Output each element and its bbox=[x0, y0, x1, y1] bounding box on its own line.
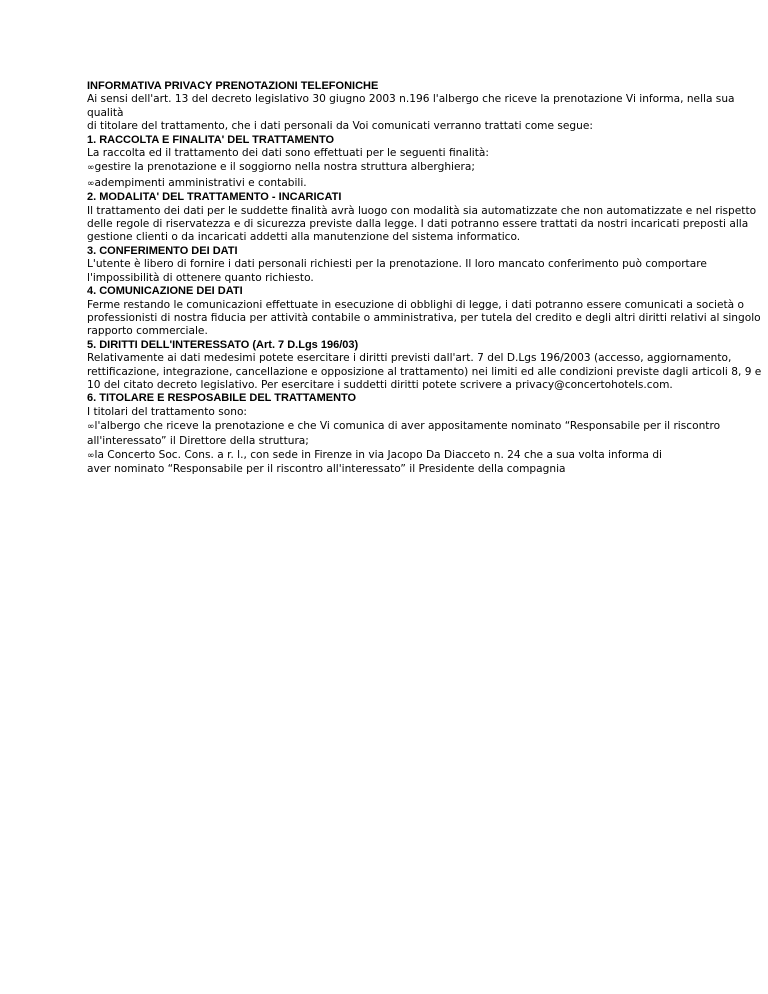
section-5-line-2: rettificazione, integrazione, cancellazione e opposizione al trattamento) nei limiti ed alle condizioni previste dagli articoli 8, 9 e bbox=[87, 365, 762, 378]
section-2-line-3: gestione clienti o da incaricati addetti alla manutenzione del sistema informatico. bbox=[87, 231, 521, 244]
section-4-line-2: professionisti di nostra fiducia per attività contabile o amministrativa, per tutela del credito e degli altri diritti relativi al singolo bbox=[87, 311, 761, 324]
section-2-line-1: Il trattamento dei dati per le suddette finalità avrà luogo con modalità sia automatizzate che non automatizzate e nel rispetto bbox=[87, 204, 757, 217]
infinity-bullet-icon: ∞ bbox=[87, 163, 95, 174]
section-1-bullet-1 bbox=[87, 161, 687, 175]
section-1-bullet-2-text: adempimenti amministrativi e contabili. bbox=[94, 176, 307, 189]
section-5-line-1: Relativamente ai dati medesimi potete esercitare i diritti previsti dall'art. 7 del D.Lgs 196/2003 (accesso, aggiornamento, bbox=[87, 352, 732, 365]
infinity-bullet-icon: ∞ bbox=[87, 450, 95, 461]
section-3-heading: 3. CONFERIMENTO DEI DATI bbox=[87, 244, 238, 257]
privacy-notice-document bbox=[87, 80, 762, 477]
section-1-text: La raccolta ed il trattamento dei dati sono effettuati per le seguenti finalità: bbox=[87, 147, 489, 160]
section-4-line-1: Ferme restando le comunicazioni effettuate in esecuzione di obblighi di legge, i dati potranno essere comunicati a società o bbox=[87, 298, 745, 311]
section-2-line-2: delle regole di riservatezza e di sicurezza previste dalla legge. I dati potranno essere trattati da nostri incaricati preposti alla bbox=[87, 218, 749, 231]
section-5-heading: 5. DIRITTI DELL'INTERESSATO (Art. 7 D.Lgs 196/03) bbox=[87, 338, 359, 351]
section-6-heading: 6. TITOLARE E RESPOSABILE DEL TRATTAMENTO bbox=[87, 392, 357, 405]
section-6-bullet-2-continuation: aver nominato “Responsabile per il riscontro all'interessato” il Presidente della compagnia bbox=[87, 463, 566, 476]
intro-line-3: di titolare del trattamento, che i dati personali da Voi comunicati verranno trattati come segue: bbox=[87, 120, 593, 133]
document-title: INFORMATIVA PRIVACY PRENOTAZIONI TELEFONICHE bbox=[87, 80, 379, 92]
section-6-bullet-2 bbox=[87, 449, 687, 463]
section-6-text: I titolari del trattamento sono: bbox=[87, 405, 247, 418]
infinity-bullet-icon: ∞ bbox=[87, 422, 95, 433]
section-2-heading: 2. MODALITA' DEL TRATTAMENTO - INCARICATI bbox=[87, 191, 342, 204]
intro-line-2: qualità bbox=[87, 106, 124, 119]
section-6-bullet-1-continuation: all'interessato” il Direttore della struttura; bbox=[87, 434, 309, 447]
intro-line-1: Ai sensi dell'art. 13 del decreto legislativo 30 giugno 2003 n.196 l'albergo che riceve la prenotazione Vi informa, nella sua bbox=[87, 93, 735, 106]
section-6-bullet-1 bbox=[87, 420, 721, 434]
section-1-heading: 1. RACCOLTA E FINALITA' DEL TRATTAMENTO bbox=[87, 133, 335, 146]
section-6-bullet-1-text: l'albergo che riceve la prenotazione e che Vi comunica di aver appositamente nominato “Responsabile per il riscontro bbox=[94, 420, 721, 433]
section-3-line-1: L'utente è libero di fornire i dati personali richiesti per la prenotazione. Il loro mancato conferimento può comportare bbox=[87, 258, 707, 271]
infinity-bullet-icon: ∞ bbox=[87, 178, 95, 189]
section-1-bullet-1-text: gestire la prenotazione e il soggiorno nella nostra struttura alberghiera; bbox=[94, 161, 475, 174]
section-3-line-2: l'impossibilità di ottenere quanto richiesto. bbox=[87, 271, 314, 284]
section-6-bullet-2-text: la Concerto Soc. Cons. a r. l., con sede in Firenze in via Jacopo Da Diacceto n. 24 che a sua volta informa di bbox=[94, 448, 662, 461]
section-4-heading: 4. COMUNICAZIONE DEI DATI bbox=[87, 285, 243, 298]
section-5-line-3: 10 del citato decreto legislativo. Per esercitare i suddetti diritti potete scrivere a privacy@concertohotels.com. bbox=[87, 378, 673, 391]
section-1-bullet-2 bbox=[87, 177, 687, 191]
section-4-line-3: rapporto commerciale. bbox=[87, 325, 208, 338]
